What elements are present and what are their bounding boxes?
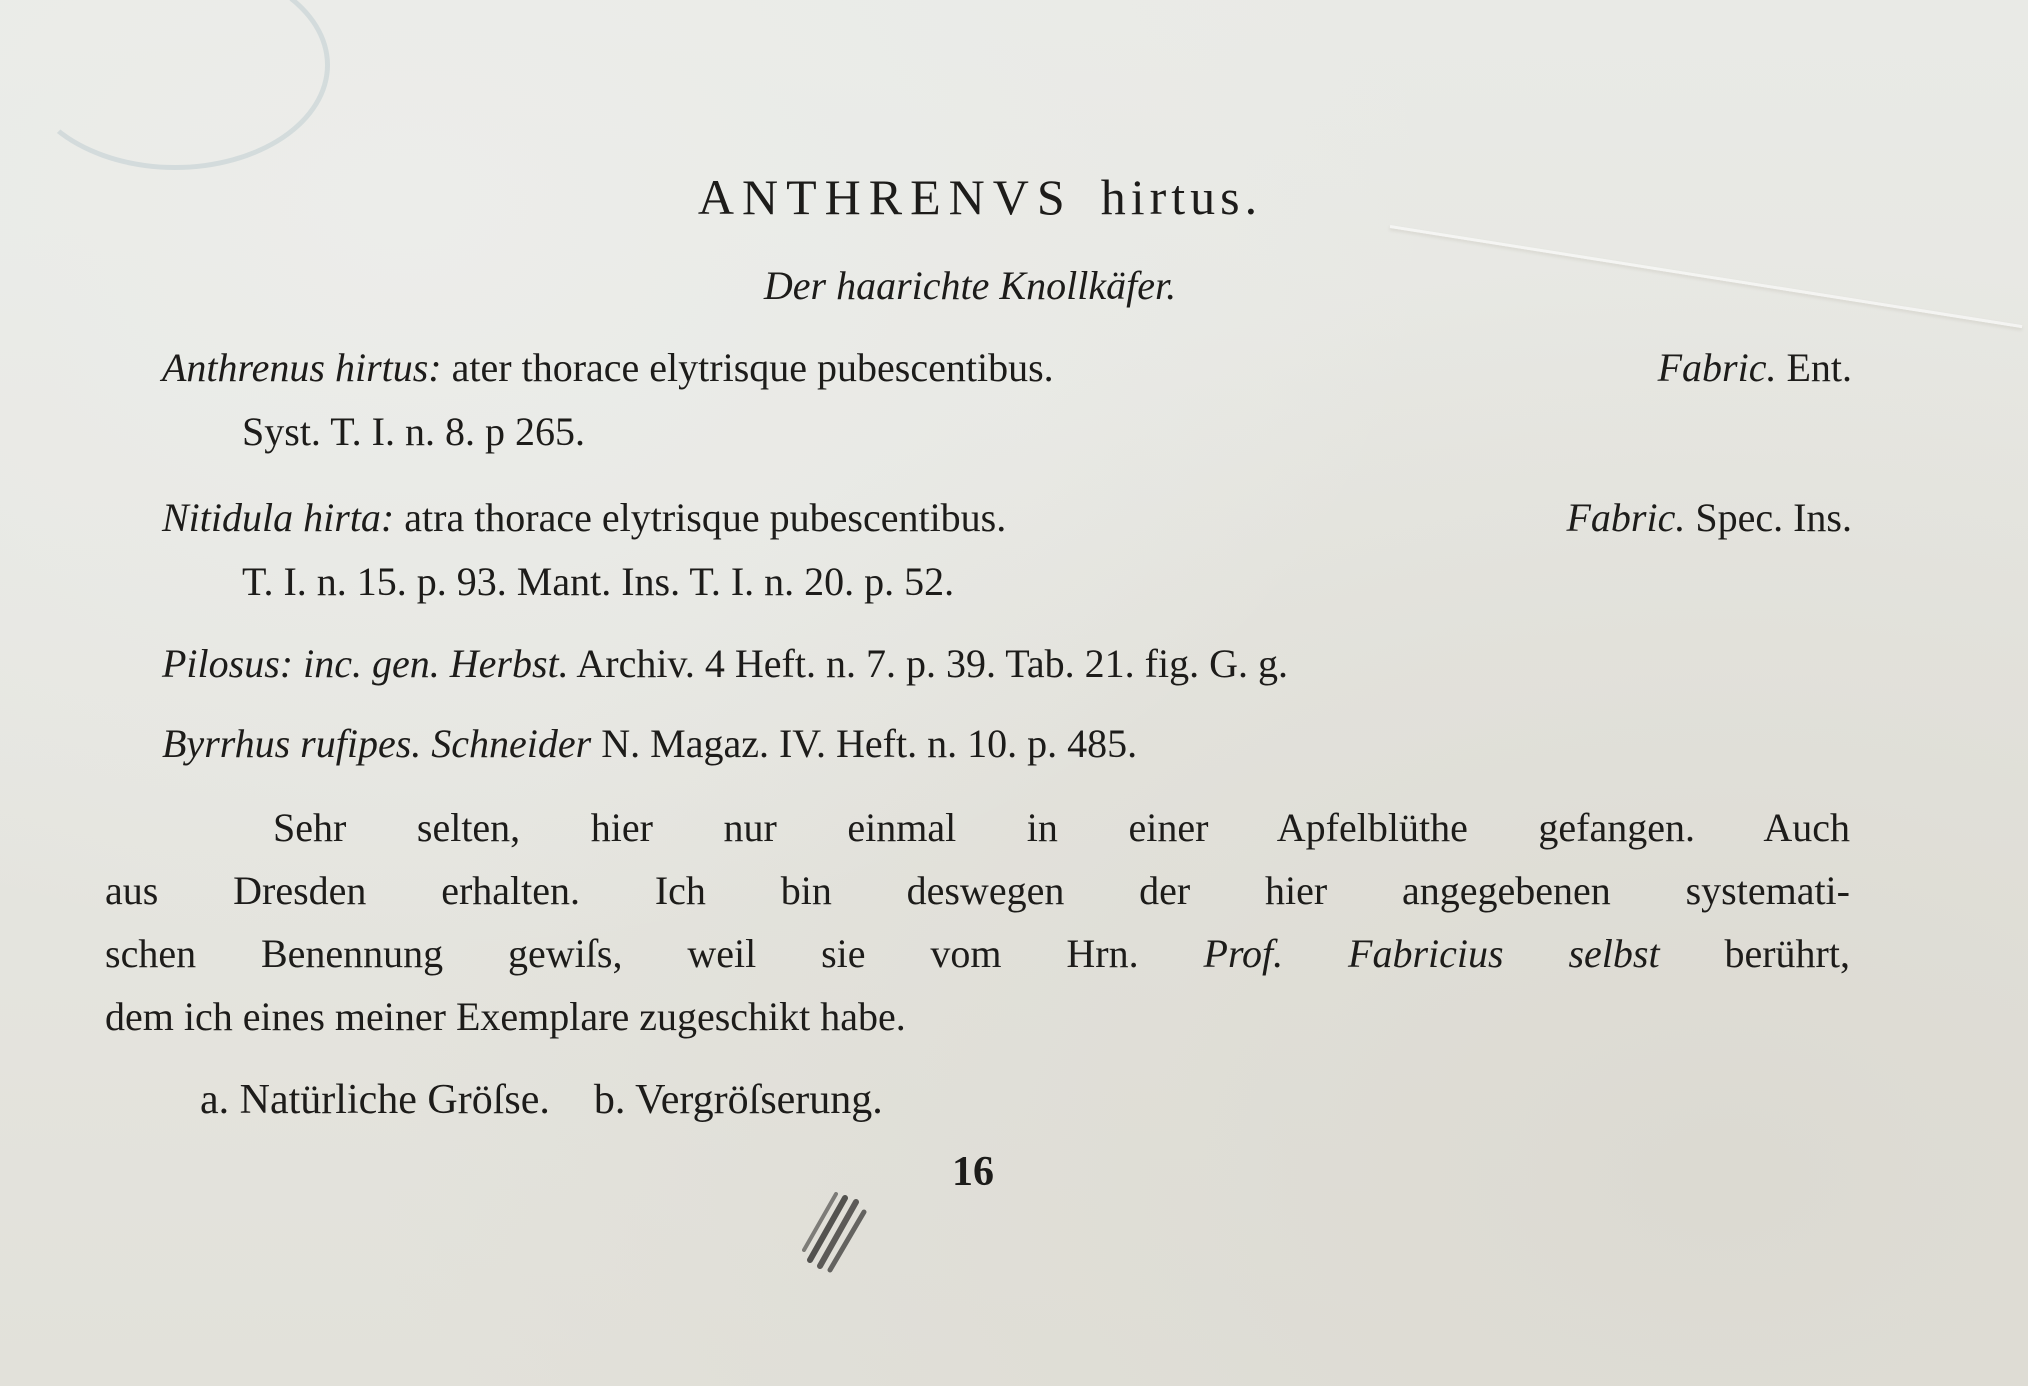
synonym-entry	[162, 712, 1852, 776]
figure-caption	[200, 1076, 883, 1124]
synonym-continuation: Syst. T. I. n. 8. p 265.	[242, 409, 585, 454]
synonym-diagnosis: atra thorace elytrisque pubescentibus.	[404, 495, 1007, 540]
paragraph-text: schen Benennung gewiſs, weil sie vom Hrn.	[105, 931, 1139, 976]
synonym-ref-tail: Ent.	[1786, 345, 1852, 390]
synonym-name: Nitidula hirta:	[162, 495, 395, 540]
synonym-author: Fabric.	[1657, 345, 1777, 390]
paragraph-line: aus Dresden erhalten. Ich bin deswegen der hier angegebenen systemati-	[105, 868, 1850, 913]
synonym-name: Byrrhus rufipes.	[162, 721, 422, 766]
description-paragraph	[105, 796, 1850, 1048]
caption-natural-size: a. Natürliche Gröſse.	[200, 1077, 550, 1123]
paragraph-line	[105, 922, 1850, 985]
paragraph-line: dem ich eines meiner Exemplare zugeschikt habe.	[105, 994, 906, 1039]
synonym-diagnosis: ater thorace elytrisque pubescentibus.	[451, 345, 1054, 390]
synonym-continuation: T. I. n. 15. p. 93. Mant. Ins. T. I. n. 20. p. 52.	[242, 559, 955, 604]
synonym-name: Pilosus: inc. gen. Herbst.	[162, 641, 569, 686]
paragraph-line: Sehr selten, hier nur einmal in einer Apfelblüthe gefangen. Auch	[273, 805, 1850, 850]
page-number: 16	[952, 1149, 994, 1195]
caption-magnification: b. Vergröſserung.	[593, 1077, 883, 1123]
paragraph-italic-text: Prof. Fabricius selbst	[1203, 931, 1660, 976]
paragraph-text: berührt,	[1724, 931, 1850, 976]
synonym-name: Anthrenus hirtus:	[162, 345, 442, 390]
synonym-author: Fabric.	[1566, 495, 1686, 540]
synonym-entry	[162, 336, 1852, 464]
synonym-entry	[162, 632, 1852, 696]
page-subtitle: Der haarichte Knollkäfer.	[763, 263, 1177, 308]
synonym-ref-tail: Spec. Ins.	[1695, 495, 1852, 540]
page-title	[0, 168, 1960, 226]
title-species: hirtus.	[1100, 169, 1263, 225]
synonym-entry	[162, 486, 1852, 614]
synonym-author: Schneider	[431, 721, 592, 766]
synonym-ref: Archiv. 4 Heft. n. 7. p. 39. Tab. 21. fig. G. g.	[576, 641, 1288, 686]
title-genus: ANTHRENVS	[697, 169, 1073, 225]
synonym-ref: N. Magaz. IV. Heft. n. 10. p. 485.	[601, 721, 1138, 766]
